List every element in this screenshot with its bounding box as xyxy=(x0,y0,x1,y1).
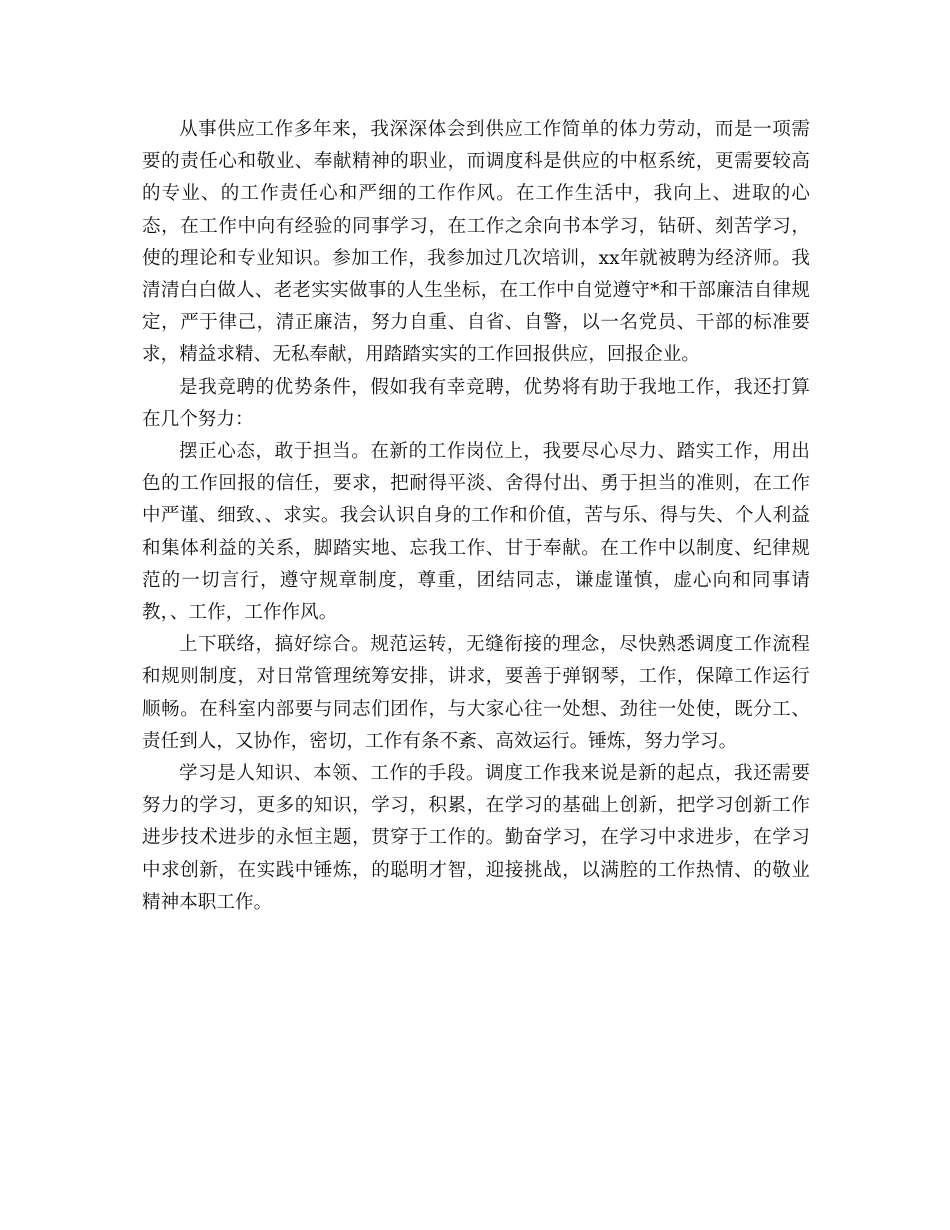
document-body xyxy=(142,114,810,919)
paragraph-1: 从事供应工作多年来，我深深体会到供应工作简单的体力劳动，而是一项需要的责任心和敬业、奉献精神的职业，而调度科是供应的中枢系统，更需要较高的专业、的工作责任心和严细的工作作风。在工作生活中，我向上、进取的心态，在工作中向有经验的同事学习，在工作之余向书本学习，钻研、刻苦学习，使的理论和专业知识。参加工作，我参加过几次培训，xx年就被聘为经济师。我清清白白做人、老老实实做事的人生坐标，在工作中自觉遵守*和干部廉洁自律规定，严于律己，清正廉洁，努力自重、自省、自警，以一名党员、干部的标准要求，精益求精、无私奉献，用踏踏实实的工作回报供应，回报企业。 xyxy=(142,119,810,366)
paragraph-4: 上下联络，搞好综合。规范运转，无缝衔接的理念，尽快熟悉调度工作流程和规则制度，对日常管理统筹安排，讲求，要善于弹钢琴，工作，保障工作运行顺畅。在科室内部要与同志们团作，与大家心往一处想、劲往一处使，既分工、责任到人，又协作，密切，工作有条不紊、高效运行。锤炼，努力学习。 xyxy=(142,634,810,752)
paragraph-3: 摆正心态，敢于担当。在新的工作岗位上，我要尽心尽力、踏实工作，用出色的工作回报的信任，要求，把耐得平淡、舍得付出、勇于担当的准则，在工作中严谨、细致、、求实。我会认识自身的工作和价值，苦与乐、得与失、个人利益和集体利益的关系，脚踏实地、忘我工作、甘于奉献。在工作中以制度、纪律规范的一切言行，遵守规章制度，尊重，团结同志，谦虚谨慎，虚心向和同事请教，、工作，工作作风。 xyxy=(142,441,810,624)
paragraph-2: 是我竞聘的优势条件，假如我有幸竞聘，优势将有助于我地工作，我还打算在几个努力： xyxy=(142,376,810,430)
paragraph-5: 学习是人知识、本领、工作的手段。调度工作我来说是新的起点，我还需要努力的学习，更多的知识，学习，积累，在学习的基础上创新，把学习创新工作进步技术进步的永恒主题，贯穿于工作的。勤奋学习，在学习中求进步，在学习中求创新，在实践中锤炼，的聪明才智，迎接挑战，以满腔的工作热情、的敬业精神本职工作。 xyxy=(142,763,810,913)
